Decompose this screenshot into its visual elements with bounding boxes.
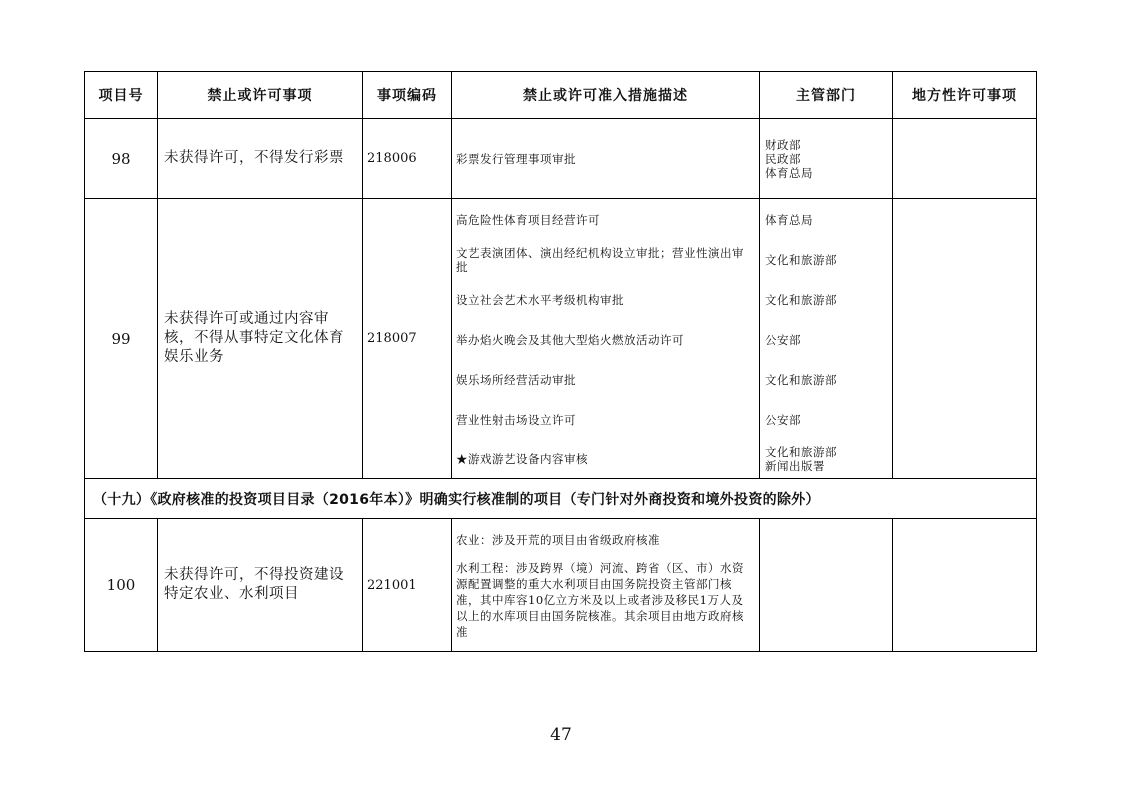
department-text: 公安部 [765,412,801,427]
table-row [85,119,1037,199]
department-text [760,520,892,560]
local-permit [893,199,1037,479]
header-id: 项目号 [85,72,158,119]
header-department: 主管部门 [760,72,893,119]
table-row [85,199,1037,479]
catalog-table [84,71,1037,652]
measure-text: 农业：涉及开荒的项目由省级政府核准 [456,532,660,547]
item-number: 100 [85,519,158,652]
measure-description [452,519,760,652]
measure-text: 营业性射击场设立许可 [456,412,576,427]
department-text: 文化和旅游部 新闻出版署 [765,444,837,473]
measure-text: 水利工程：涉及跨界（境）河流、跨省（区、市）水资源配置调整的重大水利项目由国务院投资主管部门核准，其中库容10亿立方米及以上或者涉及移民1万人及以上的水库项目由国务院核准。其余项目由地方政府核准 [456,560,744,639]
header-code: 事项编码 [363,72,452,119]
section-row [85,479,1037,519]
header-item: 禁止或许可事项 [158,72,363,119]
header-local: 地方性许可事项 [893,72,1037,119]
department-text [760,560,892,651]
measure-text: 举办焰火晚会及其他大型焰火燃放活动许可 [456,332,684,347]
item-number: 99 [85,199,158,479]
header-description: 禁止或许可准入措施描述 [452,72,760,119]
department [760,119,893,199]
item-code: 218006 [363,119,452,199]
department-text: 公安部 [765,332,801,347]
department-text: 体育总局 [765,212,813,227]
measure-description [452,199,760,479]
measure-text: 彩票发行管理事项审批 [456,151,576,166]
measure-text: 高危险性体育项目经营许可 [456,212,600,227]
item-number: 98 [85,119,158,199]
measure-description [452,119,760,199]
measure-text: 设立社会艺术水平考级机构审批 [456,292,624,307]
table-row [85,519,1037,652]
local-permit [893,519,1037,652]
department-text: 财政部 民政部 体育总局 [765,137,813,180]
local-permit [893,119,1037,199]
department [760,519,893,652]
header-row [85,72,1037,119]
section-title: （十九）《政府核准的投资项目目录（2016年本）》明确实行核准制的项目（专门针对外商投资和境外投资的除外） [85,479,1037,519]
page-number: 47 [550,725,572,745]
item-name: 未获得许可，不得投资建设特定农业、水利项目 [158,519,363,652]
measure-text: ★游戏游艺设备内容审核 [456,451,588,466]
department-text: 文化和旅游部 [765,372,837,387]
item-code: 218007 [363,199,452,479]
item-name: 未获得许可或通过内容审核，不得从事特定文化体育娱乐业务 [158,199,363,479]
item-name: 未获得许可，不得发行彩票 [158,119,363,199]
measure-text: 娱乐场所经营活动审批 [456,372,576,387]
item-code: 221001 [363,519,452,652]
department-text: 文化和旅游部 [765,252,837,267]
measure-text: 文艺表演团体、演出经纪机构设立审批；营业性演出审批 [456,245,744,274]
department [760,199,893,479]
department-text: 文化和旅游部 [765,292,837,307]
